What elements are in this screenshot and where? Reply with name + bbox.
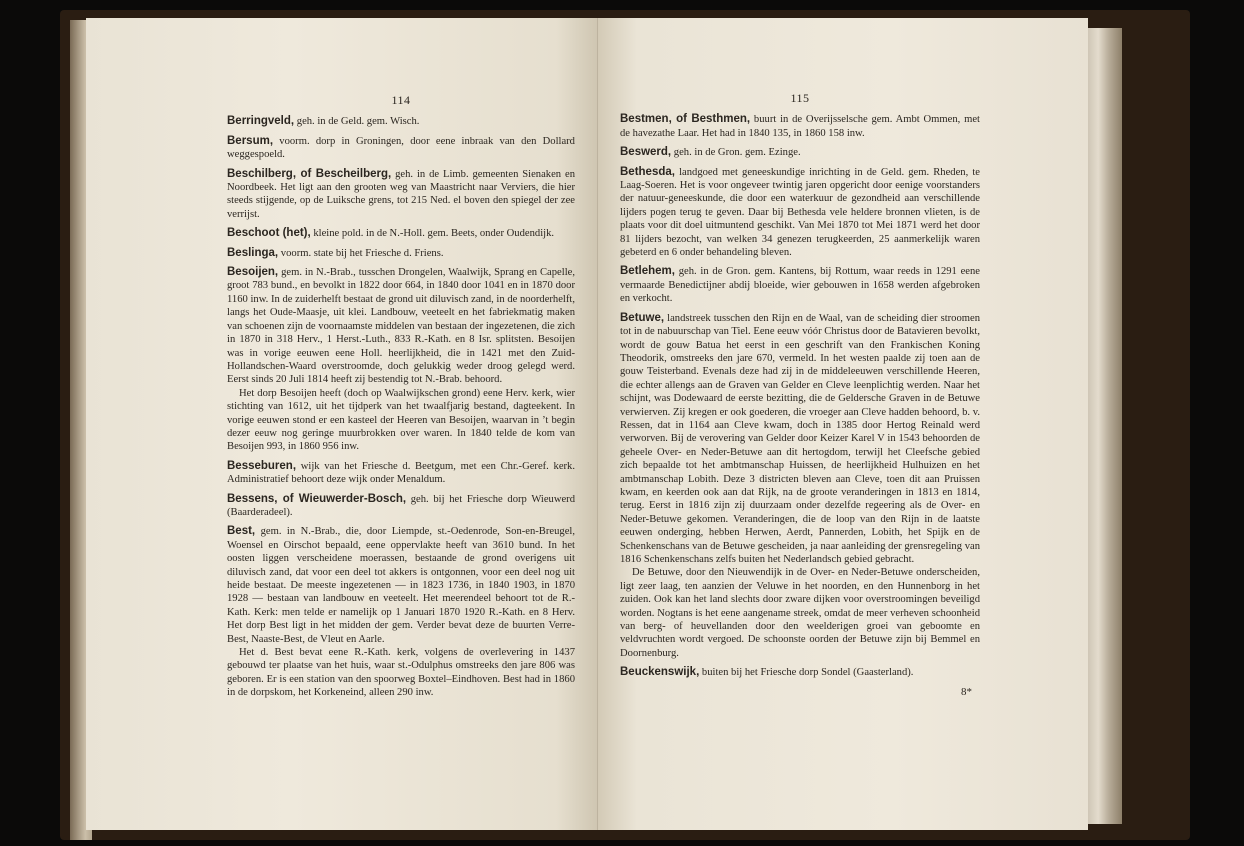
entry-text: geh. in de Gron. gem. Ezinge. (673, 147, 801, 159)
dictionary-entry (227, 525, 575, 699)
entry-list (227, 115, 575, 699)
entry-paragraph (227, 115, 575, 128)
page-number: 115 (790, 91, 810, 105)
dictionary-entry (620, 146, 980, 159)
entry-text: Het d. Best bevat eene R.-Kath. kerk, volgens de overlevering in 1437 gebouwd ter plaatse van het huis, waar st.-Odulphus omstreeks den jare 806 was geboren. Er is een station van den spoorweg Boxtel–Eindhoven. Best had in 1860 in de dorpskom, het Korkeneind, alleen 290 inw. (227, 647, 575, 699)
entry-text: geh. in de Limb. gemeenten Sienaken en Noordbeek. Het ligt aan den grooten weg van Maastricht naar Verviers, die hier steeds stijgende, op de Luiksche grens, tot 215 Ned. el boven den spiegel der zee verrijst. (227, 168, 576, 220)
dictionary-entry (227, 115, 575, 128)
entry-paragraph (227, 135, 575, 162)
left-page (86, 18, 598, 830)
entry-headword: Berringveld, (227, 115, 295, 128)
entry-text: Het dorp Besoijen heeft (doch op Waalwijkschen grond) eene Herv. kerk, wier stichting van 1612, uit het tijdperk van het twaalfjarig bestand, dagteekent. In vorige eeuwen stond er een kasteel der Heeren van Besoijen, waarvan in ’t begin dezer eeuw nog geringe muurbrokken over waren. In 1840 telde de kom van Besoijen 993, in 1860 956 inw. (227, 387, 575, 453)
left-page-text (227, 94, 575, 706)
dictionary-entry (620, 113, 980, 140)
entry-paragraph (620, 566, 980, 660)
entry-paragraph (227, 168, 575, 222)
dictionary-entry (227, 493, 575, 520)
entry-headword: Bessens, of Wieuwerder-Bosch, (227, 492, 407, 505)
entry-text: buiten bij het Friesche dorp Sondel (Gaasterland). (701, 667, 914, 679)
entry-paragraph (620, 312, 980, 567)
entry-paragraph (227, 266, 575, 387)
dictionary-entry (620, 166, 980, 260)
entry-headword: Beslinga, (227, 246, 279, 259)
dictionary-entry (227, 247, 575, 260)
right-page (598, 18, 1088, 830)
entry-headword: Beschilberg, of Bescheilberg, (227, 167, 392, 180)
entry-text: geh. in de Geld. gem. Wisch. (296, 116, 420, 128)
entry-headword: Besseburen, (227, 459, 297, 472)
entry-headword: Betlehem, (620, 265, 675, 278)
entry-paragraph (620, 146, 980, 159)
entry-text: kleine pold. in de N.-Holl. gem. Beets, onder Oudendijk. (313, 228, 555, 240)
entry-text: voorm. dorp in Groningen, door eene inbraak van den Dollard weggespoeld. (227, 135, 575, 161)
entry-paragraph (227, 247, 575, 260)
entry-headword: Beuckenswijk, (620, 666, 700, 679)
entry-paragraph (620, 265, 980, 305)
entry-paragraph (620, 666, 980, 679)
entry-paragraph (227, 493, 575, 520)
entry-text: gem. in N.-Brab., tusschen Drongelen, Waalwijk, Sprang en Capelle, groot 783 bund., en bevolkt in 1822 door 664, in 1840 door 1041 en in 1870 door 1160 inw. In de zuiderhelft bestaat de grond uit diluvisch zand, in de noorderhelft, langs het Oude-Maasje, uit klei. Landbouw, veeteelt en het fabriekmatig maken van schoenen zijn de voornaamste middelen van bestaan der ingezetenen, die zich in 1870 in 318 Herv., 1 Herst.-Luth., 833 R.-Kath. en 8 Isr. splitsten. Besoijen was in vorige eeuwen eene Holl. heerlijkheid, die in 1421 met den Zuid-Hollandschen-Waard overstroomde, doch gelukkig weder droog gelegd werd. Eerst sinds 20 Juli 1814 heeft zij bestendig tot N.-Brab. behoord. (227, 267, 575, 386)
entry-headword: Bersum, (227, 134, 274, 147)
entry-text: geh. bij het Friesche dorp Wieuwerd (Baarderadeel). (227, 493, 576, 518)
entry-list (620, 113, 980, 679)
entry-headword: Besoijen, (227, 266, 279, 279)
entry-text: landgoed met geneeskundige inrichting in de Geld. gem. Rheden, te Laag-Soeren. Het is voor ongeveer twintig jaren opgericht door eenige voorstanders der natuur-geneeskunde, die door een waterkuur de gezondheid aan verschillende lijders pogen terug te geven. Daar bij Bethesda vele heldere bronnen vlieten, is de plaats voor dit doel uitmuntend geschikt. Van Mei 1870 tot Mei 1871 werd het door 81 lijders bezocht, van welken 34 genezen terugkeerden, 25 aanmerkelijk waren gebeterd en 6 onder behandeling bleven. (620, 166, 981, 259)
signature-mark: 8* (961, 685, 972, 698)
dictionary-entry (227, 266, 575, 454)
entry-paragraph (227, 227, 575, 240)
dictionary-entry (227, 460, 575, 487)
dictionary-entry (227, 227, 575, 240)
dictionary-entry (227, 168, 575, 222)
entry-text: landstreek tusschen den Rijn en de Waal, van de scheiding dier stroomen tot in de nabuurschap van Tiel. Eene eeuw vóór Christus door de Batavieren bevolkt, wordt de gouw Batua het eerst in een geschrift van den Frankischen Koning Theodorik, omstreeks den jare 670, vermeld. In het westen paalde zij toen aan de gouw Teisterband. Evenals deze had zij in de middeleeuwen verschillende Heeren, die echter allengs aan de Graven van Gelder en Cleve leenplichtig werden. Naar het schijnt, was Dodewaard de eerste bezitting, die de Geldersche Graven in de Betuwe verwierven. Zij kregen er ook goederen, die vroeger aan Cleve hadden behoord, b. v. Ressen, dat in 1164 aan Cleve kwam, doch in 1385 door Hertog Reinald werd verworven. Bij de verovering van Gelder door Keizer Karel V in 1543 behoorden de geheele Over- en Neder-Betuwe aan dit hertogdom, terwijl het Cleefsche gebied zich bepaalde tot het ambtmanschap Huissen, de heerlijkheid Hulhuizen en het ambtmanschap Lobith. Deze 3 districten bleven aan Cleve, toen dit aan Pruissen kwam, en keerden ook aan dat Rijk, na de groote veranderingen in 1813 en 1814, terug. Eerst in 1816 zijn zij duurzaam onder dezelfde regeering als de Over- en Neder-Betuwe gekomen. Veranderingen, die de loop van den Rijn in de laatste eeuwen onderging, hebben Herwen, Aerdt, Pannerden, Lobith, het Spijk en de Schenkenschans van de Betuwe gescheiden, ja naar aanleiding der grensregeling van 1816 Schenkenschans zelfs buiten het Nederlandsch gebied gebracht. (620, 312, 980, 565)
right-page-text (620, 92, 980, 699)
dictionary-entry (227, 135, 575, 162)
entry-headword: Betuwe, (620, 311, 665, 324)
entry-text: wijk van het Friesche d. Beetgum, met een Chr.-Geref. kerk. Administratief behoort deze wijk onder Menaldum. (227, 460, 575, 486)
entry-text: De Betuwe, door den Nieuwendijk in de Over- en Neder-Betuwe onderscheiden, ligt zeer laag, ten aanzien der Veluwe in het noorden, en den Hunnenborg in het zuiden. Ook kan het land slechts door zware dijken voor overstroomingen beveiligd worden. Nogtans is het eene aangename streek, omdat de meer verheven schoonheid van berg- of heuvellanden door den weelderigen groei van geboomte en veldvruchten wordt vergoed. De schoonste oorden der Betuwe zijn bij Bemmel en Doornenburg. (620, 567, 980, 659)
entry-text: voorm. state bij het Friesche d. Friens. (280, 247, 444, 259)
entry-text: geh. in de Gron. gem. Kantens, bij Rottum, waar reeds in 1291 eene vermaarde Benedictijner abdij bloeide, wier gebouwen in 1658 werden afgebroken en verkocht. (620, 266, 980, 305)
entry-headword: Best, (227, 525, 256, 538)
entry-paragraph (620, 113, 980, 140)
entry-headword: Beswerd, (620, 146, 672, 159)
page-stack-right (1088, 28, 1122, 824)
entry-paragraph (227, 525, 575, 646)
entry-text: gem. in N.-Brab., die, door Liempde, st.-Oedenrode, Son-en-Breugel, Woensel en Oirschot bepaald, eene oppervlakte heeft van 3610 bund. In het oosten liggen verscheidene moerassen, bestaande de grond overigens uit diluvisch zand, dat voor een deel tot akkers is ontgonnen, voor een deel nog uit heide bestaat. De meeste ingezetenen — in 1823 1736, in 1840 1903, in 1870 1928 — bestaan van landbouw en veeteelt. Het meerendeel behoort tot de R.-Kath. Kerk: men telde er namelijk op 1 Januari 1870 1920 R.-Kath. en 8 Herv. Het dorp Best ligt in het midden der gem. Verder bevat deze de buurten Verre-Best, Naaste-Best, de Vleut en Aarle. (227, 526, 575, 645)
page-number: 114 (391, 93, 411, 107)
entry-paragraph (227, 387, 575, 454)
dictionary-entry (620, 666, 980, 679)
entry-paragraph (620, 166, 980, 260)
entry-headword: Beschoot (het), (227, 227, 311, 240)
entry-headword: Bestmen, of Besthmen, (620, 113, 751, 126)
entry-headword: Bethesda, (620, 165, 675, 178)
entry-text: buurt in de Overijsselsche gem. Ambt Ommen, met de havezathe Laar. Het had in 1840 135, in 1860 158 inw. (620, 114, 980, 139)
entry-paragraph (227, 646, 575, 700)
dictionary-entry (620, 312, 980, 661)
dictionary-entry (620, 265, 980, 305)
entry-paragraph (227, 460, 575, 487)
